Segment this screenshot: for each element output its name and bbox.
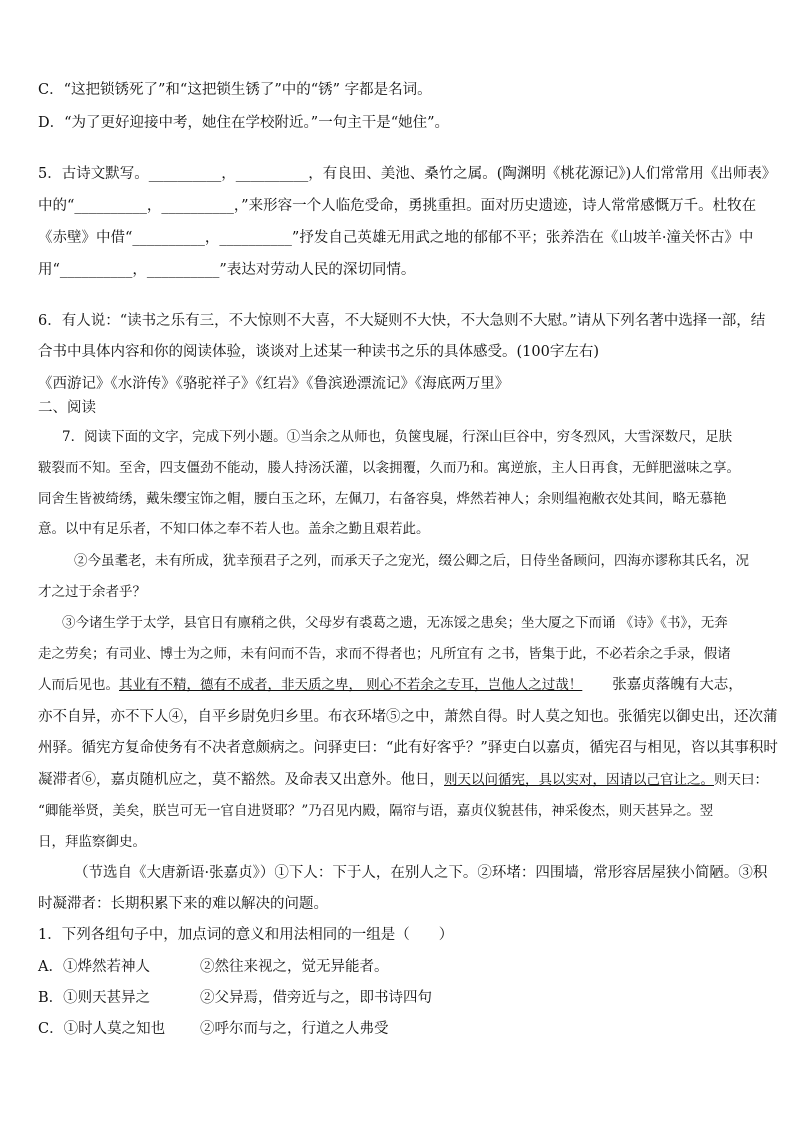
- q6-line-1: 6．有人说：“读书之乐有三，不大惊则不大喜，不大疑则不大快，不大急则不大慰。”请从下列名著中选择一部，结: [38, 313, 766, 329]
- q1-option-c-left: C．①时人莫之知也: [38, 1021, 166, 1037]
- passage-p4-line-5: 日，拜监察御史。: [38, 834, 146, 850]
- q5-line-3: 《赤壁》中借“__________，__________”抒发自己英雄无用武之地的郁郁不平；张养浩在《山坡羊·潼关怀古》中: [38, 230, 754, 246]
- q6-line-2: 合书中具体内容和你的阅读体验，谈谈对上述某一种读书之乐的具体感受。(100字左右): [38, 344, 599, 360]
- passage-p3-line-2: 走之劳矣；有司业、博士为之师，未有问而不告，求而不得者也；凡所宜有 之书，皆集于此，不必若余之手录，假诸: [38, 646, 731, 662]
- passage-p4-line-3: [38, 770, 768, 790]
- q1-option-a-left: A．①烨然若神人: [38, 959, 150, 975]
- passage-p3-line-1: ③今诸生学于太学，县官日有廪稍之供，父母岁有裘葛之遗，无冻馁之患矣；坐大厦之下而诵 《诗》《书》，无奔: [62, 615, 728, 631]
- passage-p2-line-2: 才之过于余者乎？: [38, 584, 146, 600]
- passage-p1-line-2: 皲裂而不知。至舍，四支僵劲不能动，媵人持汤沃灌，以衾拥覆，久而乃和。寓逆旅，主人日再食，无鲜肥滋味之享。: [38, 460, 740, 476]
- q1-option-b-left: B．①则天甚异之: [38, 990, 151, 1006]
- passage-p4-line-2: 州驿。循宪方复命使务有不决者意颇病之。问驿吏曰：“此有好客乎？”驿吏白以嘉贞，循宪召与相见，咨以其事积时: [38, 740, 778, 756]
- passage-p1-line-4: 意。以中有足乐者，不知口体之奉不若人也。盖余之勤且艰若此。: [38, 521, 430, 537]
- passage-p3-line-3: [38, 675, 743, 695]
- passage-notes-line-1: （节选自《大唐新语·张嘉贞》）①下人：下于人，在别人之下。②环堵：四围墙，常形容居屋狭小简陋。③积: [74, 865, 768, 881]
- passage-p4-line-4: “卿能举贤，美矣，朕岂可无一官自进贤耶？”乃召见内殿，隔帘与语，嘉贞仪貌甚伟，神采俊杰，则天甚异之。翌: [38, 803, 714, 819]
- passage-notes-line-2: 时凝滞者：长期积累下来的难以解决的问题。: [38, 896, 328, 912]
- passage-p1-line-1: 7．阅读下面的文字，完成下列小题。①当余之从师也，负箧曳屣，行深山巨谷中，穷冬烈风，大雪深数尺，足肤: [62, 429, 733, 445]
- q6-book-list: 《西游记》《水浒传》《骆驼祥子》《红岩》《鲁滨逊漂流记》《海底两万里》: [38, 376, 510, 392]
- q4-option-d: D．“为了更好迎接中考，她住在学校附近。”一句主干是“她住”。: [38, 115, 450, 131]
- q1-stem: 1．下列各组句子中，加点词的意义和用法相同的一组是（ ）: [38, 927, 454, 943]
- q1-option-a-right: ②然往来视之，觉无异能者。: [200, 959, 389, 975]
- q4-option-c: C．“这把锁锈死了”和“这把锁生锈了”中的“锈” 字都是名词。: [38, 82, 432, 98]
- passage-p4-line-1: 亦不自异，亦不下人④，自平乡尉免归乡里。布衣环堵⑤之中，萧然自得。时人莫之知也。张循宪以御史出，还次蒲: [38, 709, 778, 725]
- passage-p4-line-3-end: 则天曰：: [714, 772, 768, 788]
- passage-p2-line-1: ②今虽耄老，未有所成，犹幸预君子之列，而承天子之宠光，缀公卿之后，日侍坐备顾问，四海亦谬称其氏名，况: [74, 553, 749, 569]
- q1-option-b-right: ②父异焉，借旁近与之，即书诗四句: [200, 990, 432, 1006]
- underlined-sentence-2: 则天以问循宪，具以实对，因请以己官让之。: [444, 772, 714, 788]
- passage-p3-line-3-start: 人而后见也。: [38, 677, 119, 693]
- passage-p1-line-3: 同舍生皆被绮绣，戴朱缨宝饰之帽，腰白玉之环，左佩刀，右备容臭，烨然若神人；余则缊袍敝衣处其间，略无慕艳: [38, 491, 727, 507]
- q5-line-2: 中的“__________，__________，”来形容一个人临危受命，勇挑重担。面对历史遗迹，诗人常常感慨万千。杜牧在: [38, 198, 757, 214]
- passage-p3-line-3-end: 张嘉贞落魄有大志，: [612, 677, 743, 693]
- underlined-sentence-1: 其业有不精，德有不成者，非天质之卑， 则心不若余之专耳，岂他人之过哉！: [119, 677, 583, 693]
- q1-option-c-right: ②呼尔而与之，行道之人弗受: [200, 1021, 389, 1037]
- q5-line-1: 5．古诗文默写。__________，__________，有良田、美池、桑竹之属。(陶渊明《桃花源记》)人们常常用《出师表》: [38, 166, 777, 182]
- passage-p4-line-3-start: 凝滞者⑥，嘉贞随机应之，莫不豁然。及命表又出意外。他日，: [38, 772, 444, 788]
- q5-line-4: 用“__________，__________”表达对劳动人民的深切同情。: [38, 262, 416, 278]
- section-title-reading: 二、阅读: [38, 400, 96, 416]
